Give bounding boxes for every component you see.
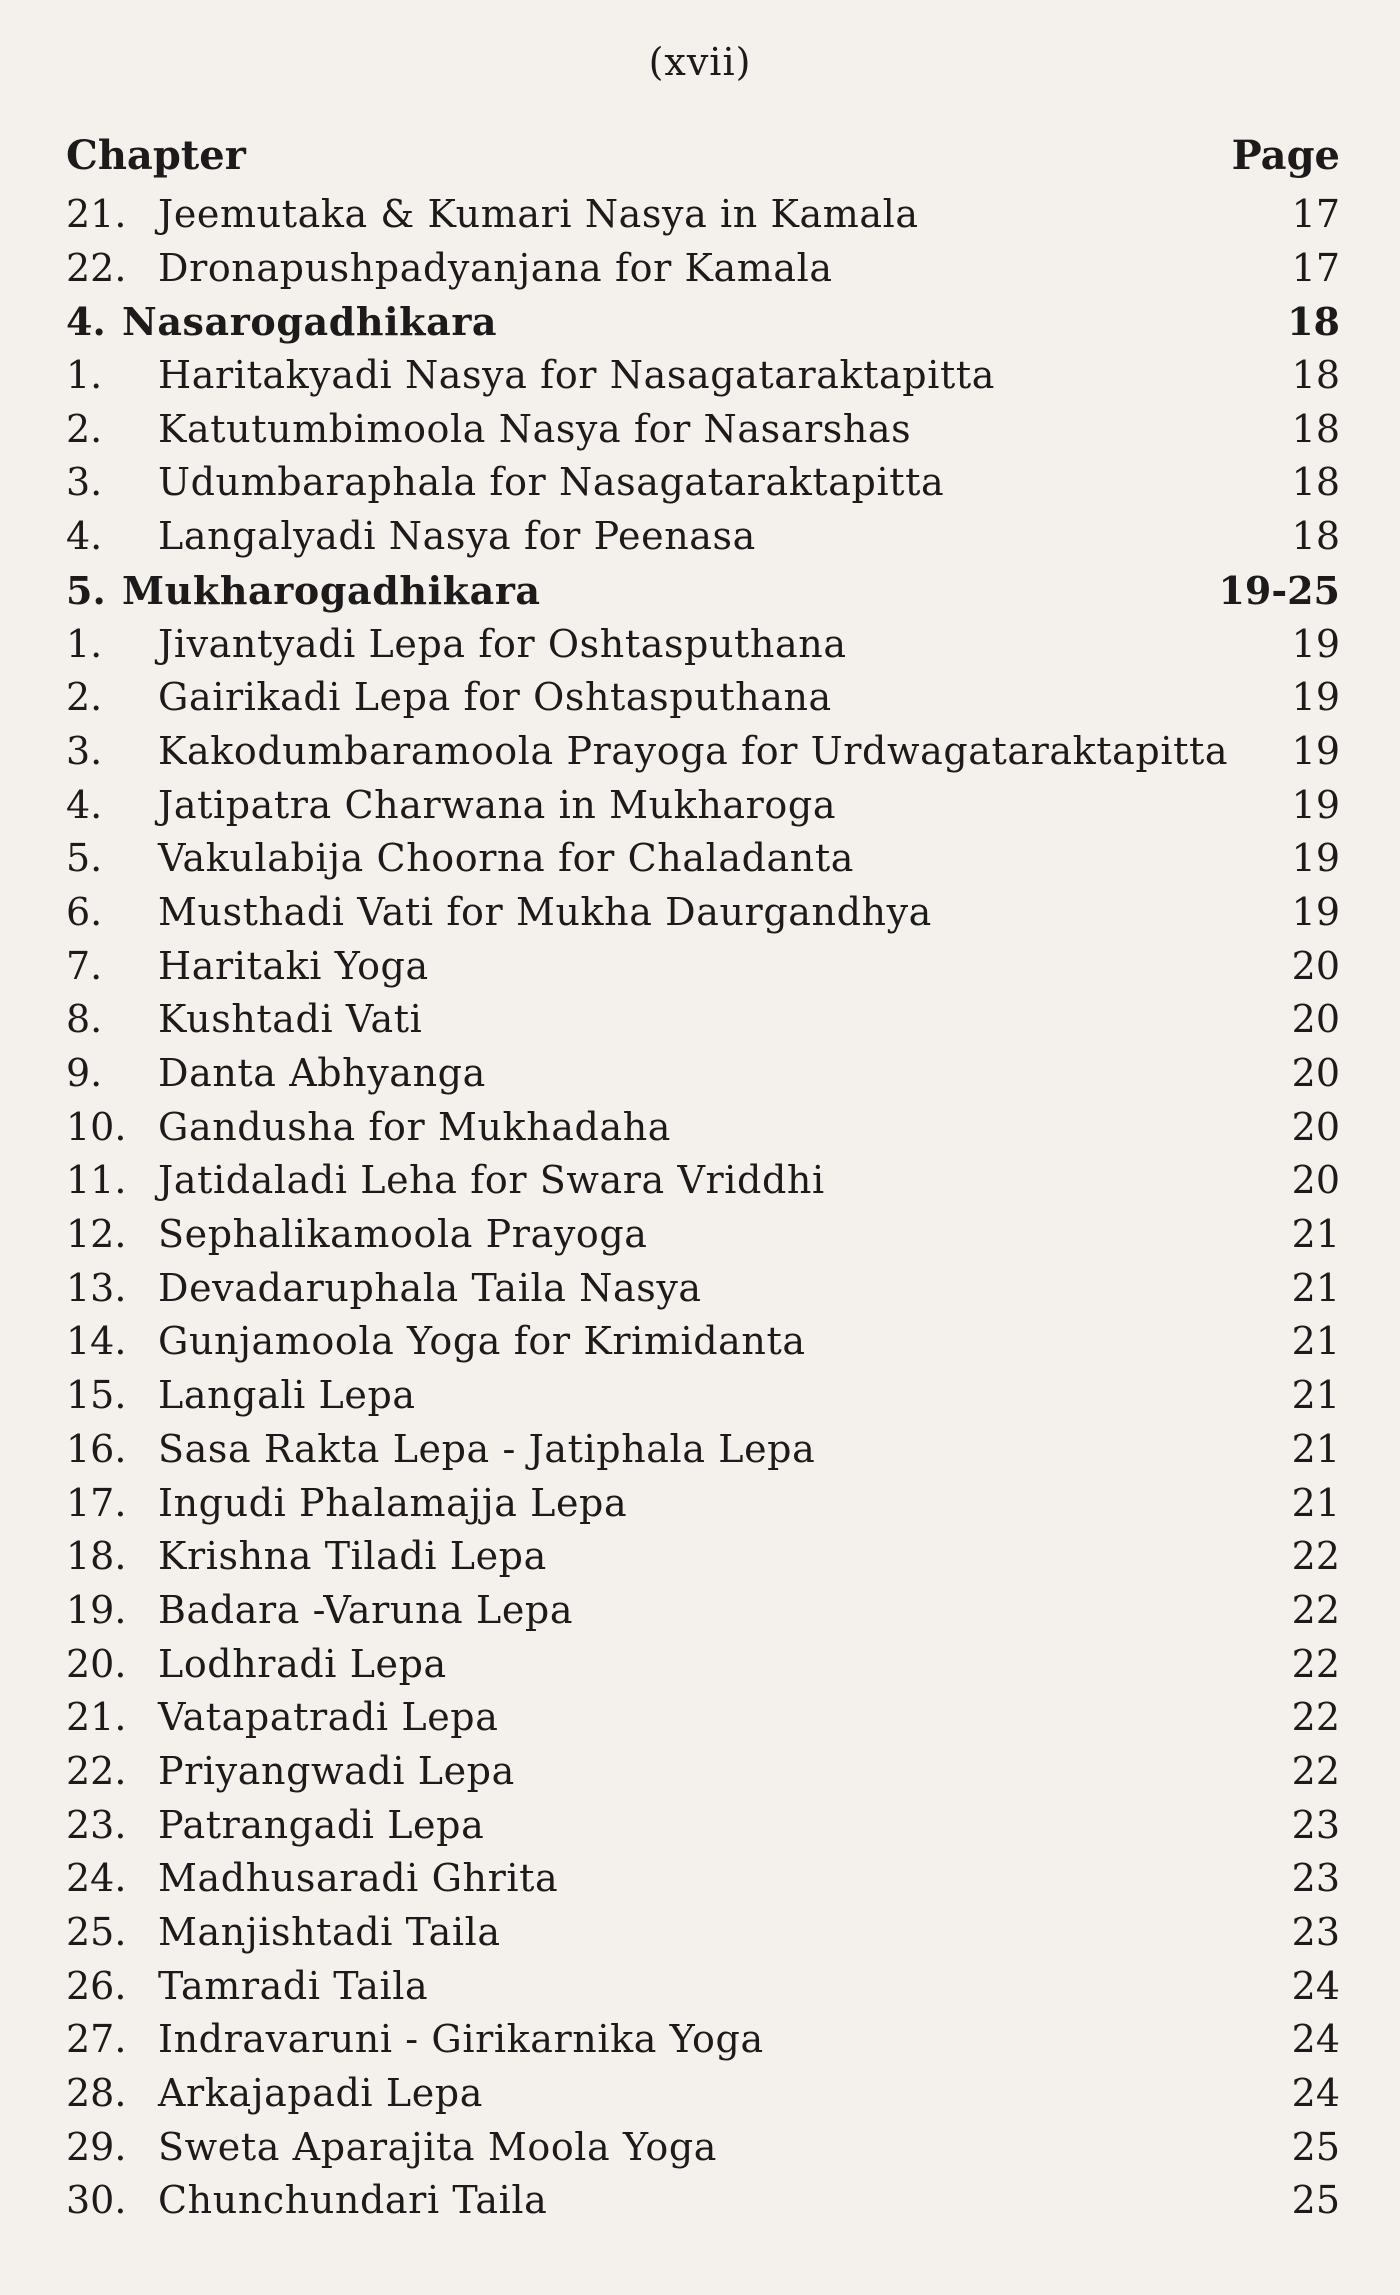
entry-page-number: 21 xyxy=(1291,1426,1340,1471)
entry-title: Chunchundari Taila xyxy=(158,2178,548,2223)
entry-page-number: 23 xyxy=(1291,1802,1340,1847)
entry-title: Patrangadi Lepa xyxy=(158,1802,485,1847)
entry-number: 15. xyxy=(66,1373,127,1418)
entry-page-number: 18 xyxy=(1291,406,1340,451)
toc-entry xyxy=(66,1369,1340,1423)
toc-entry xyxy=(66,188,1340,242)
toc-entry xyxy=(66,725,1340,779)
entry-page-number: 20 xyxy=(1291,997,1340,1042)
entry-number: 8. xyxy=(66,997,103,1042)
entry-number: 11. xyxy=(66,1158,127,1203)
entry-number: 22. xyxy=(66,1748,127,1793)
entry-title: Kakodumbaramoola Prayoga for Urdwagataraktapitta xyxy=(158,728,1229,773)
entry-number: 19. xyxy=(66,1587,127,1632)
entry-page-number: 19 xyxy=(1291,728,1340,773)
toc-entry xyxy=(66,2121,1340,2175)
entry-title: Sasa Rakta Lepa - Jatiphala Lepa xyxy=(158,1426,816,1471)
entry-page-number: 19 xyxy=(1291,889,1340,934)
toc-entry xyxy=(66,1047,1340,1101)
page-column-label: Page xyxy=(1231,132,1340,179)
entry-title: Manjishtadi Taila xyxy=(158,1910,501,1954)
toc-entry xyxy=(66,1101,1340,1155)
entry-page-number: 21 xyxy=(1291,1319,1340,1364)
entry-page-number: 22 xyxy=(1291,1587,1340,1632)
toc-entry xyxy=(66,2174,1340,2228)
entry-page-number: 21 xyxy=(1291,1212,1340,1257)
entry-page-number: 19 xyxy=(1291,836,1340,881)
toc-entry xyxy=(66,618,1340,672)
entry-page-number: 24 xyxy=(1291,2071,1340,2116)
entry-title: Badara -Varuna Lepa xyxy=(158,1587,574,1632)
entry-number: 4. xyxy=(66,782,103,827)
entry-title: Jeemutaka & Kumari Nasya in Kamala xyxy=(158,192,919,236)
entry-page-number: 19-25 xyxy=(1218,567,1340,613)
entry-page-number: 22 xyxy=(1291,1748,1340,1793)
toc-entry xyxy=(66,1745,1340,1799)
toc-entry xyxy=(66,510,1340,564)
entry-title: Sweta Aparajita Moola Yoga xyxy=(158,2124,718,2169)
entry-page-number: 22 xyxy=(1291,1534,1340,1579)
entry-page-number: 18 xyxy=(1291,353,1340,398)
toc-entry xyxy=(66,403,1340,457)
entry-page-number: 20 xyxy=(1291,1158,1340,1203)
entry-title: Tamradi Taila xyxy=(158,1963,429,2008)
entry-page-number: 18 xyxy=(1291,514,1340,559)
entry-title: Gandusha for Mukhadaha xyxy=(158,1104,672,1149)
entry-page-number: 18 xyxy=(1287,299,1340,345)
toc-entry xyxy=(66,1315,1340,1369)
toc-entry xyxy=(66,1423,1340,1477)
entry-title: Jatipatra Charwana in Mukharoga xyxy=(158,782,837,827)
entry-number: 10. xyxy=(66,1104,127,1149)
entry-number: 4. xyxy=(66,299,106,345)
entry-number: 23. xyxy=(66,1802,127,1847)
entry-number: 30. xyxy=(66,2178,127,2223)
entry-number: 27. xyxy=(66,2017,127,2062)
entry-number: 3. xyxy=(66,460,103,505)
toc-entry xyxy=(66,1154,1340,1208)
entry-title: Arkajapadi Lepa xyxy=(158,2071,483,2116)
entry-title: Gairikadi Lepa for Oshtasputhana xyxy=(158,675,832,720)
toc-entry xyxy=(66,1852,1340,1906)
toc-entry xyxy=(66,1960,1340,2014)
entry-page-number: 20 xyxy=(1291,1051,1340,1095)
toc-entry xyxy=(66,671,1340,725)
entry-page-number: 17 xyxy=(1291,192,1340,236)
entry-page-number: 24 xyxy=(1291,2017,1340,2062)
entry-number: 12. xyxy=(66,1212,127,1257)
entry-page-number: 22 xyxy=(1291,1641,1340,1686)
entry-title: Vakulabija Choorna for Chaladanta xyxy=(158,836,854,881)
toc-entry xyxy=(66,1530,1340,1584)
entry-title: Lodhradi Lepa xyxy=(158,1641,447,1686)
toc-entry xyxy=(66,242,1340,296)
toc-entry xyxy=(66,1584,1340,1638)
toc-entry xyxy=(66,1799,1340,1853)
entry-title: Sephalikamoola Prayoga xyxy=(158,1212,648,1257)
toc-entry xyxy=(66,1638,1340,1692)
toc-entry xyxy=(66,1906,1340,1960)
entry-page-number: 22 xyxy=(1291,1695,1340,1740)
entry-page-number: 21 xyxy=(1291,1373,1340,1418)
toc-entry xyxy=(66,456,1340,510)
entry-title: Haritaki Yoga xyxy=(158,943,429,988)
entry-title: Jivantyadi Lepa for Oshtasputhana xyxy=(158,621,847,666)
entry-number: 13. xyxy=(66,1265,127,1310)
entry-page-number: 19 xyxy=(1291,621,1340,666)
toc-entry xyxy=(66,1208,1340,1262)
entry-page-number: 20 xyxy=(1291,1104,1340,1149)
entry-title: Langali Lepa xyxy=(158,1373,416,1418)
entry-number: 20. xyxy=(66,1641,127,1686)
entry-title: Langalyadi Nasya for Peenasa xyxy=(158,514,756,559)
toc-header xyxy=(66,132,1340,186)
toc-entry xyxy=(66,349,1340,403)
toc-entry xyxy=(66,2067,1340,2121)
entry-number: 1. xyxy=(66,621,103,666)
entry-number: 16. xyxy=(66,1426,127,1471)
entry-number: 2. xyxy=(66,406,103,451)
entry-title: Jatidaladi Leha for Swara Vriddhi xyxy=(158,1158,825,1203)
entry-page-number: 18 xyxy=(1291,460,1340,505)
entry-title: Gunjamoola Yoga for Krimidanta xyxy=(158,1319,806,1364)
entry-page-number: 19 xyxy=(1291,675,1340,720)
entry-number: 1. xyxy=(66,353,103,398)
entry-title: Ingudi Phalamajja Lepa xyxy=(158,1480,628,1525)
toc-entry xyxy=(66,1262,1340,1316)
entry-number: 24. xyxy=(66,1856,127,1901)
chapter-column-label: Chapter xyxy=(66,132,246,179)
entry-number: 7. xyxy=(66,943,103,988)
entry-number: 26. xyxy=(66,1963,127,2008)
toc-entry xyxy=(66,2013,1340,2067)
entry-number: 4. xyxy=(66,514,103,559)
entry-number: 22. xyxy=(66,245,127,290)
toc-entry xyxy=(66,886,1340,940)
toc-entry xyxy=(66,779,1340,833)
entry-number: 21. xyxy=(66,1695,127,1740)
entry-title: Katutumbimoola Nasya for Nasarshas xyxy=(158,406,912,451)
toc-entry xyxy=(66,1477,1340,1531)
entry-number: 17. xyxy=(66,1480,127,1525)
table-of-contents xyxy=(66,188,1340,2228)
entry-number: 14. xyxy=(66,1319,127,1364)
entry-title: Musthadi Vati for Mukha Daurgandhya xyxy=(158,889,932,934)
entry-title: Kushtadi Vati xyxy=(158,997,423,1042)
entry-page-number: 19 xyxy=(1291,782,1340,827)
entry-title: Devadaruphala Taila Nasya xyxy=(158,1265,702,1310)
entry-title: Madhusaradi Ghrita xyxy=(158,1856,559,1901)
entry-page-number: 21 xyxy=(1291,1480,1340,1525)
entry-title: Nasarogadhikara xyxy=(122,299,498,345)
entry-title: Dronapushpadyanjana for Kamala xyxy=(158,245,833,290)
entry-number: 5. xyxy=(66,567,106,613)
entry-number: 29. xyxy=(66,2124,127,2169)
entry-title: Vatapatradi Lepa xyxy=(158,1695,499,1740)
entry-number: 6. xyxy=(66,889,103,934)
toc-section-heading xyxy=(66,295,1340,349)
entry-number: 25. xyxy=(66,1910,127,1954)
entry-title: Krishna Tiladi Lepa xyxy=(158,1534,547,1579)
entry-title: Haritakyadi Nasya for Nasagataraktapitta xyxy=(158,353,995,398)
entry-page-number: 23 xyxy=(1291,1910,1340,1954)
entry-number: 9. xyxy=(66,1051,103,1095)
entry-title: Mukharogadhikara xyxy=(122,567,541,613)
entry-number: 5. xyxy=(66,836,103,881)
toc-section-heading xyxy=(66,564,1340,618)
toc-entry xyxy=(66,832,1340,886)
toc-entry xyxy=(66,993,1340,1047)
entry-title: Indravaruni - Girikarnika Yoga xyxy=(158,2017,764,2062)
page-folio: (xvii) xyxy=(648,40,752,84)
entry-page-number: 25 xyxy=(1291,2178,1340,2223)
entry-page-number: 17 xyxy=(1291,245,1340,290)
toc-entry xyxy=(66,1691,1340,1745)
entry-number: 2. xyxy=(66,675,103,720)
entry-number: 18. xyxy=(66,1534,127,1579)
entry-page-number: 20 xyxy=(1291,943,1340,988)
entry-number: 28. xyxy=(66,2071,127,2116)
entry-title: Danta Abhyanga xyxy=(158,1051,486,1095)
entry-page-number: 24 xyxy=(1291,1963,1340,2008)
entry-title: Priyangwadi Lepa xyxy=(158,1748,515,1793)
entry-page-number: 25 xyxy=(1291,2124,1340,2169)
entry-page-number: 21 xyxy=(1291,1265,1340,1310)
entry-title: Udumbaraphala for Nasagataraktapitta xyxy=(158,460,945,505)
toc-entry xyxy=(66,940,1340,994)
entry-number: 21. xyxy=(66,192,127,236)
entry-page-number: 23 xyxy=(1291,1856,1340,1901)
entry-number: 3. xyxy=(66,728,103,773)
